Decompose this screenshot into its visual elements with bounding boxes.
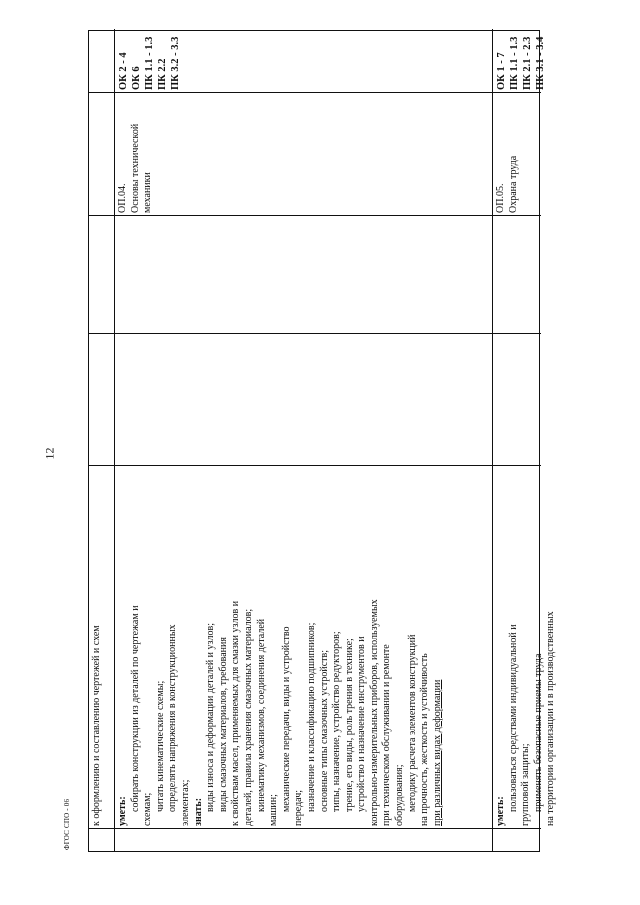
competency-code: ПК 2.1 - 2.3 (522, 36, 533, 90)
competency-code: ПК 3.2 - 3.3 (170, 36, 181, 90)
competency-code: ПК 1.1 - 1.3 (509, 36, 520, 90)
table-row-op04 (114, 29, 492, 851)
discipline-cell (493, 93, 541, 216)
discipline-code: ОП.05. (495, 183, 506, 213)
knowledge-section-heading: уметь: (117, 796, 128, 826)
discipline-code: ОП.04. (117, 183, 128, 213)
knowledge-line: машин; (268, 794, 280, 826)
knowledge-line: механические передачи, виды и устройство (280, 626, 292, 812)
knowledge-line: оборудования; (394, 764, 406, 826)
knowledge-line: на территории организации и в производственных (545, 611, 557, 826)
competency-codes-cell (115, 29, 492, 93)
knowledge-line: назначение и классификацию подшипников; (305, 622, 317, 812)
knowledge-line: при техническом обслуживании и ремонте (381, 644, 393, 826)
competency-codes-cell (493, 29, 546, 93)
knowledge-line: групповой защиты; (520, 743, 532, 826)
column-divider (89, 333, 114, 334)
knowledge-line: применять безопасные приемы труда (532, 653, 544, 812)
knowledge-cell (89, 466, 114, 829)
column-divider (89, 92, 114, 93)
discipline-cell (115, 93, 492, 216)
column-divider (89, 215, 114, 216)
discipline-title-cont: механики (142, 172, 154, 213)
competency-code: ПК 1.1 - 1.3 (144, 36, 155, 90)
knowledge-line: кинематику механизмов, соединения деталей (255, 618, 267, 812)
competency-code: ПК 2.2 (157, 58, 168, 90)
knowledge-line: определять напряжения в конструкционных (167, 624, 179, 812)
knowledge-line: методику расчета элементов конструкций (406, 634, 418, 812)
knowledge-section-heading: уметь: (495, 796, 506, 826)
rotated-table-wrapper (88, 30, 557, 852)
knowledge-section-heading: знать: (192, 797, 204, 826)
knowledge-cell (493, 466, 557, 829)
competency-code: ОК 2 - 4 (118, 52, 129, 90)
knowledge-line: на прочность, жесткость и устойчивость (419, 653, 431, 826)
knowledge-line: читать кинематические схемы; (154, 680, 166, 812)
knowledge-line: контрольно-измерительных приборов, используемых (368, 599, 380, 826)
knowledge-line: основные типы смазочных устройств; (318, 649, 330, 812)
knowledge-line: собирать конструкции из деталей по чертежам и (129, 605, 141, 812)
table-row-op05 (492, 29, 557, 851)
discipline-title: Охрана труда (507, 155, 519, 213)
knowledge-line: пользоваться средствами индивидуальной и (507, 624, 519, 812)
knowledge-line: передач; (293, 789, 305, 826)
competency-code: ОК 1 - 7 (496, 52, 507, 90)
column-divider (115, 333, 492, 334)
knowledge-line: виды износа и деформации деталей и узлов; (205, 623, 217, 812)
knowledge-cell (115, 466, 492, 829)
knowledge-line: схемам; (142, 792, 154, 826)
knowledge-line: деталей, правила хранения смазочных материалов; (242, 608, 254, 826)
table-row-continuation (89, 29, 114, 851)
knowledge-line: виды смазочных материалов, требования (217, 637, 229, 812)
knowledge-line: устройство и назначение инструментов и (356, 636, 368, 812)
page-number: 12 (42, 447, 57, 460)
discipline-title: Основы технической (129, 123, 141, 213)
competency-code: ПК 3.1 - 3.4 (535, 36, 546, 90)
knowledge-line: трение, его виды, роль трения в технике; (343, 638, 355, 812)
curriculum-table (88, 30, 557, 852)
knowledge-line: элементах; (179, 779, 191, 826)
column-divider (493, 333, 541, 334)
knowledge-line: при различных видах деформации (431, 679, 443, 826)
knowledge-line: типы, назначение, устройство редукторов; (331, 631, 343, 812)
knowledge-line: к свойствам масел, применяемых для смазки узлов и (230, 600, 242, 826)
knowledge-line: к оформлению и составлению чертежей и схем (91, 625, 102, 826)
competency-code: ОК 6 (131, 66, 142, 90)
footer-standard-code: ФГОС СПО - 06 (63, 798, 71, 850)
